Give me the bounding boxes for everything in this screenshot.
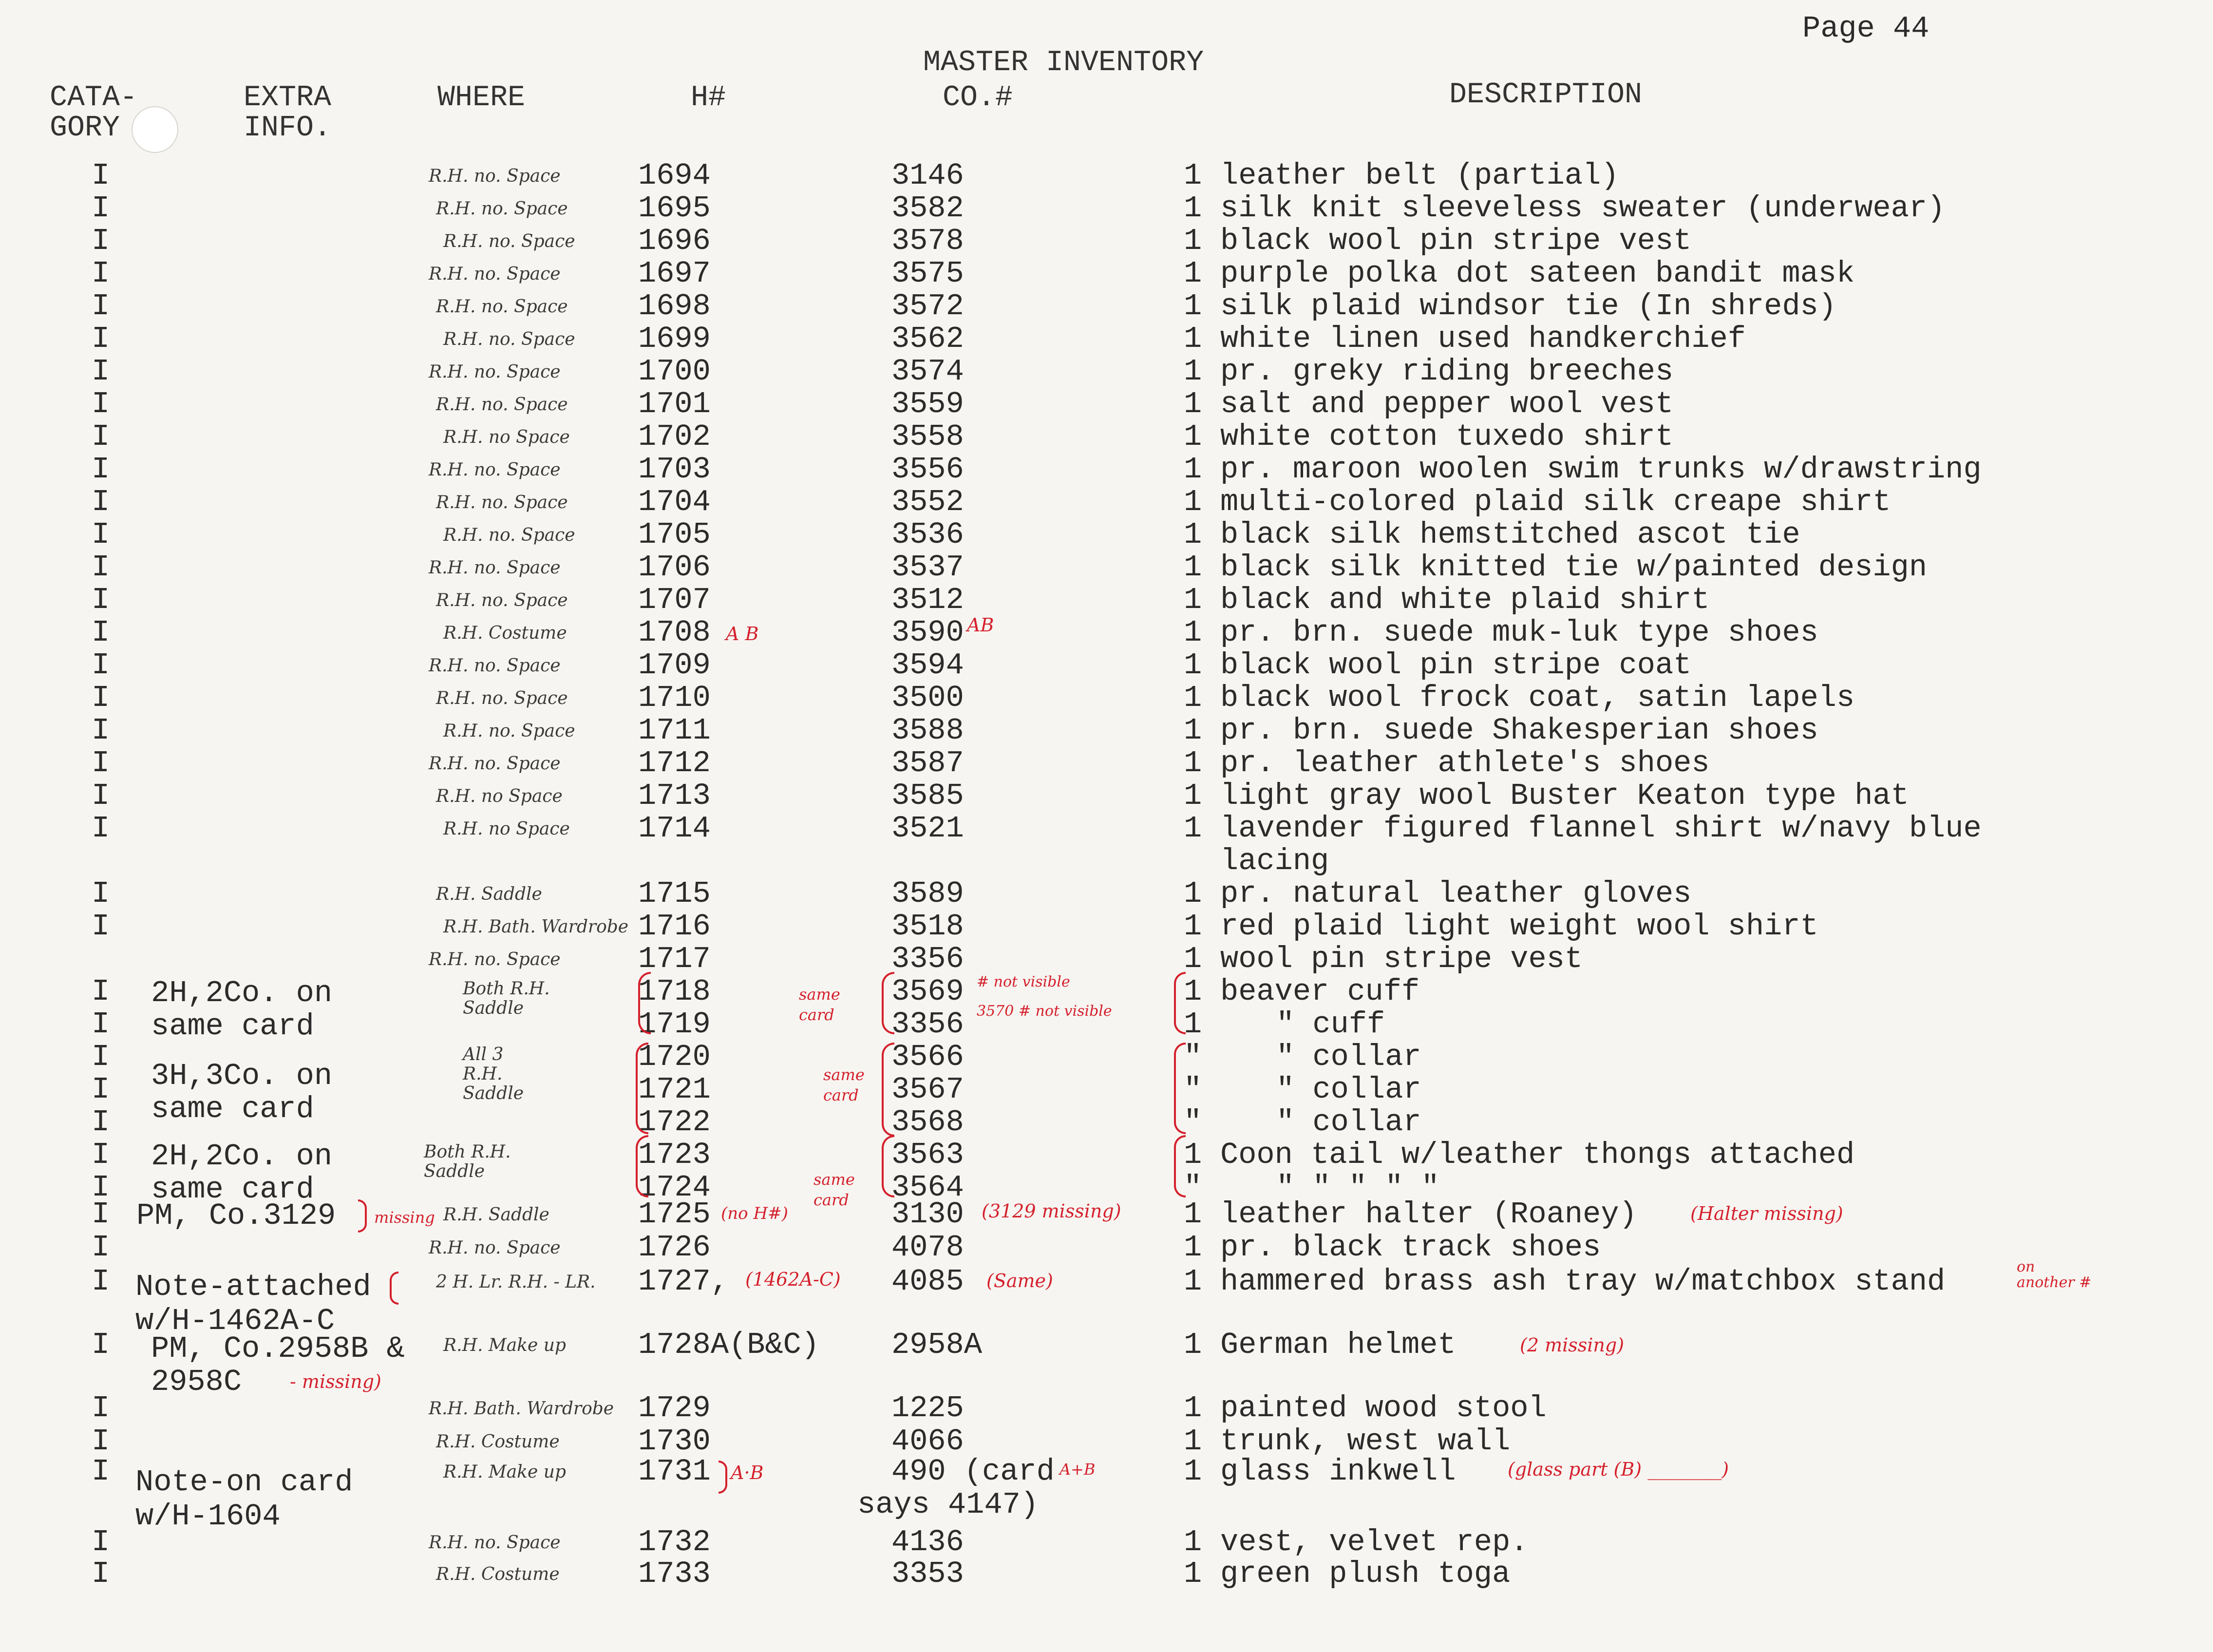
row-quantity: 1 xyxy=(1184,485,1202,519)
row-category: I xyxy=(92,354,110,389)
row-co-number: 3572 xyxy=(891,289,964,323)
red-note-same-card-3: same card xyxy=(813,1170,855,1209)
row-description: black silk hemstitched ascot tie xyxy=(1220,517,1800,552)
row-where: R.H. Bath. Wardrobe xyxy=(429,1399,614,1419)
row-category: I xyxy=(92,1040,110,1074)
row-description: white cotton tuxedo shirt xyxy=(1220,419,1674,454)
row-category: I xyxy=(92,713,110,748)
row-description: pr. maroon woolen swim trunks w/drawstring xyxy=(1220,452,1982,487)
row-description: white linen used handkerchief xyxy=(1220,322,1746,356)
row-where: R.H. no. Space xyxy=(429,949,561,969)
red-brace-extra-1731 xyxy=(719,1461,727,1494)
row-category: I xyxy=(92,1138,110,1172)
row-description: " collar xyxy=(1276,1105,1421,1139)
red-brace-h-1720 xyxy=(636,1043,648,1134)
row-co-number: 3568 xyxy=(891,1105,964,1139)
row-where: R.H. no. Space xyxy=(443,721,575,741)
punch-hole xyxy=(132,106,178,153)
row-category: I xyxy=(92,681,110,715)
row-co-number: 3566 xyxy=(891,1040,964,1074)
row-quantity: " xyxy=(1184,1072,1202,1107)
row-category: I xyxy=(92,1197,110,1232)
red-note-missing-2: (2 missing) xyxy=(1520,1334,1625,1356)
row-description: black wool frock coat, satin lapels xyxy=(1220,681,1855,715)
row-quantity: " xyxy=(1184,1105,1202,1139)
row-description: black and white plaid shirt xyxy=(1220,583,1710,617)
row-category: I xyxy=(92,452,110,487)
where-both-saddle-1: Both R.H. Saddle xyxy=(463,979,550,1018)
row-category: I xyxy=(92,322,110,356)
row-quantity: 1 xyxy=(1184,289,1202,323)
row-where: R.H. no Space xyxy=(443,427,570,447)
row-quantity: 1 xyxy=(1184,648,1202,683)
row-quantity: " xyxy=(1184,1170,1202,1205)
row-h-number: 1708 xyxy=(638,615,711,650)
red-note-not-visible-2: 3570 # not visible xyxy=(977,1003,1112,1020)
row-description: pr. black track shoes xyxy=(1220,1230,1601,1265)
row-quantity: 1 xyxy=(1184,1454,1202,1489)
red-note-ab-co: AB xyxy=(967,614,994,636)
row-h-number: 1713 xyxy=(638,779,711,813)
row-description: hammered brass ash tray w/matchbox stand xyxy=(1220,1264,1946,1299)
red-brace-h-1718 xyxy=(638,972,651,1034)
row-description: Coon tail w/leather thongs attached xyxy=(1220,1138,1855,1172)
row-co-number: 3589 xyxy=(891,876,964,911)
header-co-number: CO.# xyxy=(943,81,1013,114)
red-note-missing-pm: missing xyxy=(374,1208,435,1227)
row-h-number: 1712 xyxy=(638,746,711,780)
extra-info-1720: 3H,3Co. on same card xyxy=(151,1059,333,1126)
row-description: painted wood stool xyxy=(1220,1391,1547,1425)
row-h-number: 1727, xyxy=(638,1264,729,1299)
row-quantity: 1 xyxy=(1184,876,1202,911)
row-where: R.H. no. Space xyxy=(429,656,561,676)
row-description: black wool pin stripe coat xyxy=(1220,648,1692,683)
row-where: 2 H. Lr. R.H. - LR. xyxy=(436,1272,596,1292)
co-note-says: says 4147) xyxy=(857,1487,1039,1522)
row-where: R.H. Costume xyxy=(436,1432,560,1452)
header-category: CATA- GORY xyxy=(50,81,138,145)
row-quantity: 1 xyxy=(1184,224,1202,258)
row-co-number: 3558 xyxy=(891,419,964,454)
row-h-number: 1704 xyxy=(638,485,711,519)
row-quantity: 1 xyxy=(1184,550,1202,585)
row-where: R.H. no. Space xyxy=(429,754,561,774)
row-description: black wool pin stripe vest xyxy=(1220,224,1692,258)
row-quantity: 1 xyxy=(1184,1007,1202,1042)
row-description: purple polka dot sateen bandit mask xyxy=(1220,256,1855,291)
row-description: trunk, west wall xyxy=(1220,1424,1511,1459)
row-quantity: 1 xyxy=(1184,419,1202,454)
row-category: I xyxy=(92,419,110,454)
row-description: silk plaid windsor tie (In shreds) xyxy=(1220,289,1837,323)
row-h-number: 1717 xyxy=(638,942,711,976)
row-quantity: 1 xyxy=(1184,974,1202,1009)
row-co-number: 3563 xyxy=(891,1138,964,1172)
row-co-number: 3569 xyxy=(891,974,964,1009)
row-description: pr. natural leather gloves xyxy=(1220,876,1692,911)
row-co-number: 3521 xyxy=(891,811,964,846)
row-where: R.H. no Space xyxy=(436,786,563,806)
row-description: lacing xyxy=(1220,844,1329,878)
row-description: green plush toga xyxy=(1220,1557,1511,1591)
red-brace-qty-1723 xyxy=(1174,1135,1186,1197)
row-h-number: 1700 xyxy=(638,354,711,389)
red-note-missing-2958: - missing) xyxy=(290,1371,381,1392)
row-h-number: 1728A(B&C) xyxy=(638,1328,820,1362)
row-h-number: 1732 xyxy=(638,1525,711,1559)
row-where: R.H. Saddle xyxy=(443,1205,549,1225)
header-description: DESCRIPTION xyxy=(1449,78,1643,112)
row-where: R.H. no. Space xyxy=(436,297,568,317)
row-co-number: 3567 xyxy=(891,1072,964,1107)
row-co-number: 3552 xyxy=(891,485,964,519)
where-all-saddle: All 3 R.H. Saddle xyxy=(463,1044,524,1103)
row-category: I xyxy=(92,1170,110,1205)
row-co-number: 3512 xyxy=(891,583,964,617)
row-co-number: 4078 xyxy=(891,1230,964,1265)
row-quantity: 1 xyxy=(1184,387,1202,421)
row-where: R.H. Costume xyxy=(436,1564,560,1584)
extra-info-1728: PM, Co.2958B & 2958C xyxy=(151,1331,405,1399)
header-where: WHERE xyxy=(437,81,526,114)
row-quantity: 1 xyxy=(1184,158,1202,193)
row-description: " collar xyxy=(1276,1072,1421,1107)
row-co-number: 4085 xyxy=(891,1264,964,1299)
row-co-number: 3575 xyxy=(891,256,964,291)
row-description: leather halter (Roaney) xyxy=(1220,1197,1637,1232)
row-where: R.H. no. Space xyxy=(436,688,568,708)
row-quantity: 1 xyxy=(1184,1138,1202,1172)
row-category: I xyxy=(92,1391,110,1425)
row-h-number: 1715 xyxy=(638,876,711,911)
row-quantity: 1 xyxy=(1184,1424,1202,1459)
red-brace-h-1723 xyxy=(636,1135,648,1197)
extra-info-1725: PM, Co.3129 xyxy=(136,1198,336,1233)
row-quantity: " xyxy=(1184,1040,1202,1074)
row-h-number: 1716 xyxy=(638,909,711,944)
row-category: I xyxy=(92,876,110,911)
row-co-number: 3559 xyxy=(891,387,964,421)
row-where: R.H. no. Space xyxy=(436,199,568,219)
row-description: black silk knitted tie w/painted design xyxy=(1220,550,1928,585)
page-number: Page 44 xyxy=(1802,11,1929,46)
row-where: R.H. Bath. Wardrobe xyxy=(443,917,629,937)
row-where: R.H. no. Space xyxy=(443,231,575,251)
header-extra-info: EXTRA INFO. xyxy=(244,81,332,145)
row-description: pr. brn. suede muk-luk type shoes xyxy=(1220,615,1818,650)
header-h-number: H# xyxy=(691,81,726,114)
red-note-ab-h: A B xyxy=(726,623,759,645)
row-quantity: 1 xyxy=(1184,615,1202,650)
row-co-number: 3537 xyxy=(891,550,964,585)
row-quantity: 1 xyxy=(1184,191,1202,226)
red-brace-extra-1727 xyxy=(390,1272,398,1305)
red-note-glass-part: (glass part (B) ________) xyxy=(1508,1459,1729,1480)
row-quantity: 1 xyxy=(1184,942,1202,976)
row-h-number: 1718 xyxy=(638,974,711,1009)
row-category: I xyxy=(92,1072,110,1107)
row-co-number: 3587 xyxy=(891,746,964,780)
row-quantity: 1 xyxy=(1184,1230,1202,1265)
red-note-h1462: (1462A-C) xyxy=(745,1269,841,1290)
row-co-number: 3562 xyxy=(891,322,964,356)
row-quantity: 1 xyxy=(1184,583,1202,617)
row-description: light gray wool Buster Keaton type hat xyxy=(1220,779,1909,813)
red-note-missing-3129: (3129 missing) xyxy=(982,1200,1121,1222)
row-h-number: 1719 xyxy=(638,1007,711,1042)
row-category: I xyxy=(92,1454,110,1489)
row-description: " cuff xyxy=(1276,1007,1385,1042)
red-note-same: (Same) xyxy=(986,1270,1053,1291)
row-description: pr. leather athlete's shoes xyxy=(1220,746,1710,780)
row-where: R.H. no. Space xyxy=(436,493,568,513)
row-category: I xyxy=(92,1007,110,1042)
row-co-number: 3590 xyxy=(891,615,964,650)
red-brace-co-1720 xyxy=(882,1043,894,1137)
row-category: I xyxy=(92,1328,110,1362)
row-quantity: 1 xyxy=(1184,1391,1202,1425)
row-h-number: 1705 xyxy=(638,517,711,552)
extra-info-1731: Note-on card w/H-1604 xyxy=(135,1465,353,1534)
row-where: R.H. Saddle xyxy=(436,884,542,904)
row-description: salt and pepper wool vest xyxy=(1220,387,1674,421)
row-category: I xyxy=(92,550,110,585)
row-co-number: 3556 xyxy=(891,452,964,487)
row-category: I xyxy=(92,158,110,193)
row-description: German helmet xyxy=(1220,1328,1456,1362)
red-brace-extra-1725 xyxy=(358,1199,367,1233)
row-category: I xyxy=(92,1264,110,1299)
row-category: I xyxy=(92,648,110,683)
row-category: I xyxy=(92,191,110,226)
red-brace-qty-1720 xyxy=(1174,1043,1186,1134)
red-brace-co-1718 xyxy=(882,972,894,1034)
row-co-number: 3564 xyxy=(891,1170,964,1205)
red-note-same-card-2: same card xyxy=(823,1065,865,1104)
row-co-number: 3518 xyxy=(891,909,964,944)
row-category: I xyxy=(92,779,110,813)
row-category: I xyxy=(92,387,110,421)
row-h-number: 1706 xyxy=(638,550,711,585)
row-where: R.H. no. Space xyxy=(429,460,561,480)
row-where: R.H. no. Space xyxy=(429,558,561,578)
row-co-number: 3585 xyxy=(891,779,964,813)
row-co-number: 3578 xyxy=(891,224,964,258)
row-description: vest, velvet rep. xyxy=(1220,1525,1529,1559)
row-category: I xyxy=(92,1525,110,1559)
row-h-number: 1695 xyxy=(638,191,711,226)
row-category: I xyxy=(92,256,110,291)
row-quantity: 1 xyxy=(1184,1557,1202,1591)
row-h-number: 1730 xyxy=(638,1424,711,1459)
page-title: MASTER INVENTORY xyxy=(923,46,1204,79)
row-co-number: 490 (card xyxy=(891,1454,1055,1489)
red-brace-qty-1718 xyxy=(1174,972,1186,1034)
row-description: lavender figured flannel shirt w/navy blue xyxy=(1220,811,1982,846)
row-h-number: 1701 xyxy=(638,387,711,421)
row-co-number: 4136 xyxy=(891,1525,964,1559)
row-h-number: 1707 xyxy=(638,583,711,617)
row-description: beaver cuff xyxy=(1220,974,1420,1009)
row-quantity: 1 xyxy=(1184,811,1202,846)
row-where: R.H. no. Space xyxy=(429,362,561,382)
row-category: I xyxy=(92,1557,110,1591)
row-quantity: 1 xyxy=(1184,354,1202,389)
row-co-number: 3500 xyxy=(891,681,964,715)
row-h-number: 1699 xyxy=(638,322,711,356)
row-co-number: 3582 xyxy=(891,191,964,226)
where-both-saddle-2: Both R.H. Saddle xyxy=(424,1142,511,1181)
row-h-number: 1703 xyxy=(638,452,711,487)
row-quantity: 1 xyxy=(1184,256,1202,291)
row-h-number: 1726 xyxy=(638,1230,711,1265)
row-quantity: 1 xyxy=(1184,1197,1202,1232)
red-note-ab-1731: A·B xyxy=(731,1462,764,1483)
row-where: R.H. no. Space xyxy=(436,395,568,415)
row-quantity: 1 xyxy=(1184,909,1202,944)
row-where: R.H. no. Space xyxy=(429,264,561,284)
row-h-number: 1725 xyxy=(638,1197,711,1232)
row-quantity: 1 xyxy=(1184,746,1202,780)
row-description: multi-colored plaid silk creape shirt xyxy=(1220,485,1891,519)
row-description: silk knit sleeveless sweater (underwear) xyxy=(1220,191,1946,226)
row-description: pr. brn. suede Shakesperian shoes xyxy=(1220,713,1818,748)
row-category: I xyxy=(92,909,110,944)
row-co-number: 3536 xyxy=(891,517,964,552)
row-co-number: 3353 xyxy=(891,1557,964,1591)
extra-info-1718: 2H,2Co. on same card xyxy=(151,976,333,1044)
row-co-number: 4066 xyxy=(891,1424,964,1459)
row-category: I xyxy=(92,1424,110,1459)
row-co-number: 3130 xyxy=(891,1197,964,1232)
row-h-number: 1698 xyxy=(638,289,711,323)
row-co-number: 3574 xyxy=(891,354,964,389)
row-h-number: 1723 xyxy=(638,1138,711,1172)
row-h-number: 1733 xyxy=(638,1557,711,1591)
row-where: R.H. no. Space xyxy=(429,1238,561,1258)
row-h-number: 1711 xyxy=(638,713,711,748)
row-h-number: 1729 xyxy=(638,1391,711,1425)
row-where: R.H. no. Space xyxy=(443,525,575,545)
row-category: I xyxy=(92,974,110,1009)
row-category: I xyxy=(92,811,110,846)
row-description: pr. greky riding breeches xyxy=(1220,354,1674,389)
row-category: I xyxy=(92,224,110,258)
row-co-number: 3356 xyxy=(891,1007,964,1042)
row-description: leather belt (partial) xyxy=(1220,158,1619,193)
row-h-number: 1710 xyxy=(638,681,711,715)
row-h-number: 1714 xyxy=(638,811,711,846)
row-co-number: 1225 xyxy=(891,1391,964,1425)
row-where: R.H. no. Space xyxy=(443,329,575,349)
extra-info-1723: 2H,2Co. on same card xyxy=(151,1139,333,1207)
row-quantity: 1 xyxy=(1184,452,1202,487)
row-h-number: 1702 xyxy=(638,419,711,454)
row-co-number: 3594 xyxy=(891,648,964,683)
row-h-number: 1724 xyxy=(638,1170,711,1205)
row-category: I xyxy=(92,1105,110,1139)
row-quantity: 1 xyxy=(1184,1328,1202,1362)
row-h-number: 1721 xyxy=(638,1072,711,1107)
row-category: I xyxy=(92,517,110,552)
row-where: R.H. no. Space xyxy=(429,166,561,186)
row-h-number: 1709 xyxy=(638,648,711,683)
row-where: R.H. no. Space xyxy=(429,1533,561,1553)
row-co-number: 3356 xyxy=(891,942,964,976)
row-quantity: 1 xyxy=(1184,713,1202,748)
row-quantity: 1 xyxy=(1184,681,1202,715)
row-where: R.H. Make up xyxy=(443,1462,566,1482)
row-h-number: 1720 xyxy=(638,1040,711,1074)
row-h-number: 1696 xyxy=(638,224,711,258)
row-co-number: 3588 xyxy=(891,713,964,748)
row-co-number: 3146 xyxy=(891,158,964,193)
row-quantity: 1 xyxy=(1184,517,1202,552)
row-description: wool pin stripe vest xyxy=(1220,942,1583,976)
row-quantity: 1 xyxy=(1184,1264,1202,1299)
row-co-number: 2958A xyxy=(891,1328,983,1362)
row-h-number: 1722 xyxy=(638,1105,711,1139)
row-quantity: 1 xyxy=(1184,1525,1202,1559)
row-description: " collar xyxy=(1276,1040,1421,1074)
row-where: R.H. no Space xyxy=(443,819,570,839)
row-h-number: 1697 xyxy=(638,256,711,291)
row-where: R.H. Make up xyxy=(443,1335,566,1355)
row-quantity: 1 xyxy=(1184,779,1202,813)
row-description: glass inkwell xyxy=(1220,1454,1456,1489)
red-note-halter-missing: (Halter missing) xyxy=(1690,1203,1843,1224)
row-category: I xyxy=(92,289,110,323)
row-h-number: 1731 xyxy=(638,1454,711,1489)
row-where: R.H. Costume xyxy=(443,623,567,643)
row-category: I xyxy=(92,583,110,617)
red-note-ab-card: A+B xyxy=(1059,1460,1096,1479)
row-category: I xyxy=(92,746,110,780)
row-h-number: 1694 xyxy=(638,158,711,193)
row-category: I xyxy=(92,485,110,519)
red-brace-co-1723 xyxy=(882,1135,894,1197)
row-category: I xyxy=(92,1230,110,1265)
red-note-not-visible-1: # not visible xyxy=(977,973,1070,990)
red-note-no-h: (no H#) xyxy=(721,1204,788,1223)
red-note-on-another: on another # xyxy=(2017,1258,2092,1291)
row-category: I xyxy=(92,615,110,650)
row-quantity: 1 xyxy=(1184,322,1202,356)
extra-info-1727: Note-attached w/H-1462A-C xyxy=(135,1270,371,1338)
row-description: red plaid light weight wool shirt xyxy=(1220,909,1818,944)
red-note-same-card-1: same card xyxy=(799,985,840,1024)
row-description: " " " " " xyxy=(1276,1170,1439,1205)
row-where: R.H. no. Space xyxy=(436,590,568,610)
